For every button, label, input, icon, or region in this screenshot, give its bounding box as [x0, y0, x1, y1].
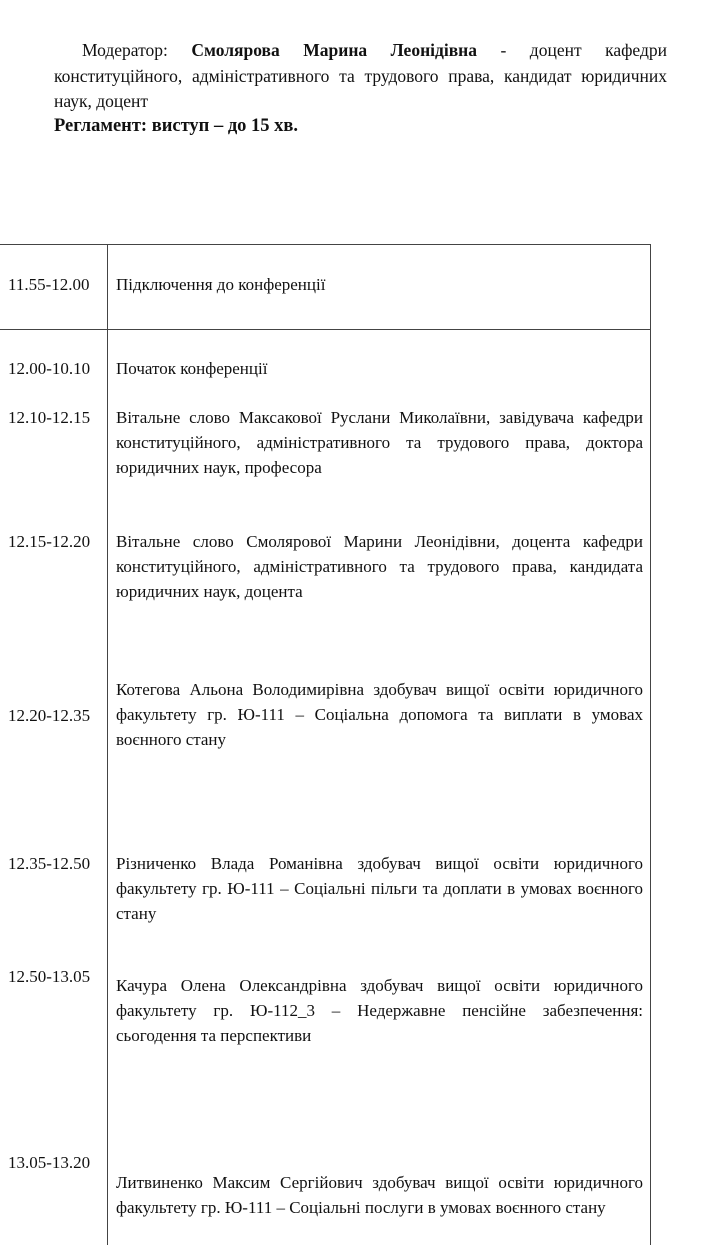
- schedule-time-8: 13.05-13.20: [8, 1153, 91, 1172]
- schedule-item-8: Литвиненко Максим Сергійович здобувач вищої освіти юридичного факультету гр. Ю-111 – Соціальні послуги в умовах воєнного стану: [116, 1173, 643, 1217]
- moderator-description: - доцент кафедри конституційного, адміністративного та трудового права, кандидат юридичних наук, доцент: [54, 40, 667, 111]
- row-divider: [0, 329, 650, 330]
- schedule-item-6: Різниченко Влада Романівна здобувач вищої освіти юридичного факультету гр. Ю-111 – Соціальні пільги та доплати в умовах воєнного стану: [116, 854, 643, 923]
- schedule-time-4: 12.15-12.20: [8, 532, 91, 551]
- moderator-label: Модератор:: [82, 40, 168, 60]
- moderator-name: Смолярова Марина Леонідівна: [191, 40, 478, 60]
- schedule-time-5: 12.20-12.35: [8, 706, 91, 725]
- column-divider: [107, 245, 108, 1245]
- schedule-time-1: 11.55-12.00: [8, 275, 90, 294]
- schedule-time-6: 12.35-12.50: [8, 854, 91, 873]
- schedule-item-1: Підключення до конференції: [116, 275, 326, 294]
- schedule-item-2: Початок конференції: [116, 359, 268, 378]
- schedule-time-2: 12.00-10.10: [8, 359, 91, 378]
- schedule-item-5: Котегова Альона Володимирівна здобувач вищої освіти юридичного факультету гр. Ю-111 – Соціальна допомога та виплати в умовах воєнного стану: [116, 680, 643, 749]
- schedule-item-3: Вітальне слово Максакової Руслани Миколаївни, завідувача кафедри конституційного, адміністративного та трудового права, доктора юридичних наук, професора: [116, 408, 643, 477]
- schedule-item-4: Вітальне слово Смолярової Марини Леонідівни, доцента кафедри конституційного, адміністративного та трудового права, кандидата юридичних наук, доцента: [116, 532, 643, 601]
- schedule-time-3: 12.10-12.15: [8, 408, 91, 427]
- regulation-line: Регламент: виступ – до 15 хв.: [54, 116, 299, 136]
- schedule-time-7: 12.50-13.05: [8, 967, 91, 986]
- schedule-item-7: Качура Олена Олександрівна здобувач вищої освіти юридичного факультету гр. Ю-112_3 – Недержавне пенсійне забезпечення: сьогодення та перспективи: [116, 976, 643, 1045]
- moderator-paragraph: [54, 38, 667, 115]
- schedule-table: [0, 244, 651, 1245]
